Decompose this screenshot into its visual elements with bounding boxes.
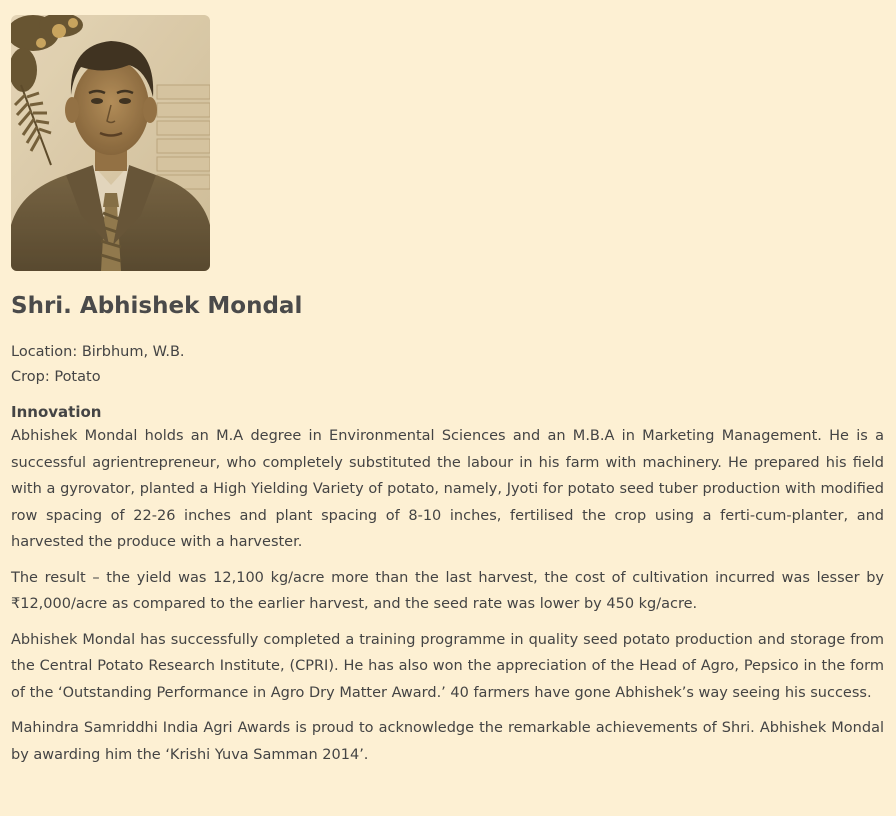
innovation-section — [11, 401, 884, 777]
location-text: Location: Birbhum, W.B. — [11, 344, 185, 360]
crop-text: Crop: Potato — [11, 369, 101, 385]
profile-meta — [11, 340, 185, 390]
paragraph-training: Abhishek Mondal has successfully completed a training programme in quality seed potato production and storage from the Central Potato Research Institute, (CPRI). He has also won the appreciation of the Head of Agro, Pepsico in the form of the ‘Outstanding Performance in Agro Dry Matter Award.’ 40 farmers have gone Abhishek’s way seeing his success. — [11, 631, 884, 701]
profile-photo — [11, 15, 210, 271]
person-name: Shri. Abhishek Mondal — [11, 293, 303, 319]
innovation-heading: Innovation — [11, 403, 102, 421]
paragraph-education: Abhishek Mondal holds an M.A degree in Environmental Sciences and an M.B.A in Marketing Management. He is a successful agrientrepreneur, who completely substituted the labour in his farm with machinery. He prepared his field with a gyrovator, planted a High Yielding Variety of potato, namely, Jyoti for potato seed tuber production with modified row spacing of 22-26 inches and plant spacing of 8-10 inches, fertilised the crop using a ferti-cum-planter, and harvested the produce with a harvester. — [11, 428, 884, 550]
paragraph-result: The result – the yield was 12,100 kg/acre more than the last harvest, the cost of cultivation incurred was lesser by ₹12,000/acre as compared to the earlier harvest, and the seed rate was lower by 450 kg/acre. — [11, 569, 884, 612]
paragraph-award: Mahindra Samriddhi India Agri Awards is proud to acknowledge the remarkable achievements of Shri. Abhishek Mondal by awarding him the ‘Krishi Yuva Samman 2014’. — [11, 720, 884, 763]
